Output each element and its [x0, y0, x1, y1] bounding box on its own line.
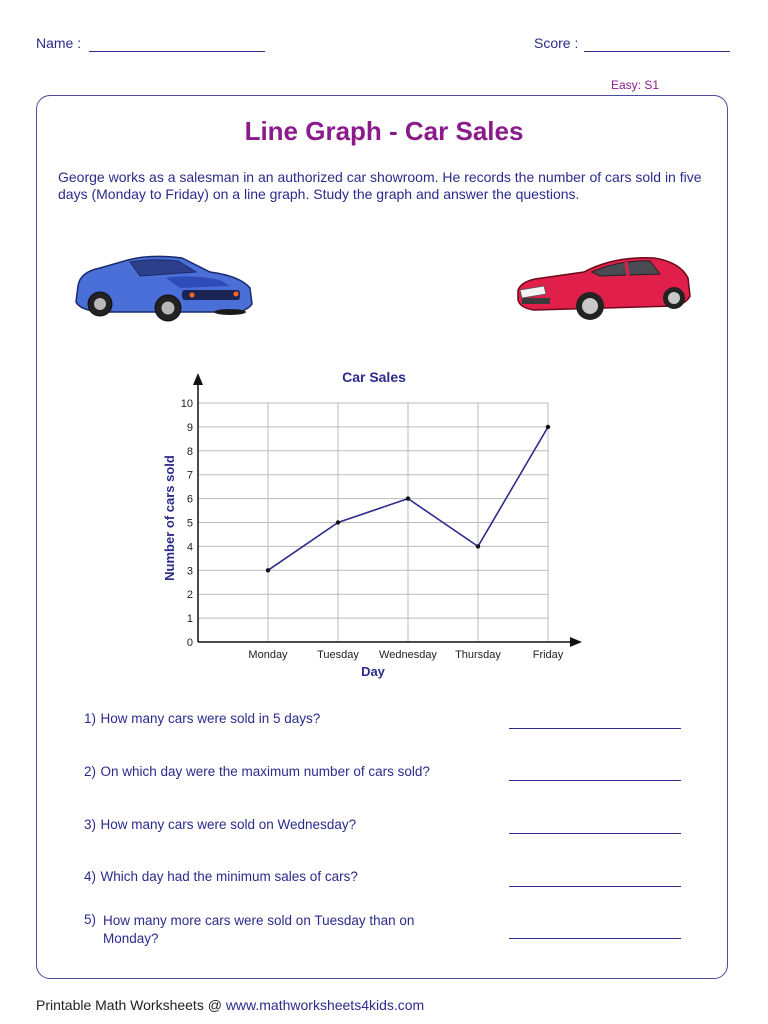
y-axis-label: Number of cars sold	[162, 455, 177, 581]
question-text: On which day were the maximum number of cars sold?	[100, 764, 430, 779]
chart-axes	[193, 373, 582, 647]
chart-grid	[198, 403, 548, 642]
question-1	[84, 710, 504, 728]
question-text: How many more cars were sold on Tuesday than on Monday?	[103, 913, 415, 946]
intro-paragraph: George works as a salesman in an authorized car showroom. He records the number of cars sold in five days (Monday to Friday) on a line graph. Study the graph and answer the questions.	[58, 169, 702, 202]
level-badge: Easy: S1	[611, 78, 660, 92]
footer-prefix: Printable Math Worksheets @	[36, 997, 226, 1013]
x-axis-arrow	[570, 637, 582, 647]
x-tick-label: Thursday	[455, 649, 501, 661]
answer-line-1[interactable]	[509, 728, 681, 729]
question-text: Which day had the minimum sales of cars?	[100, 869, 358, 884]
y-tick-label: 4	[186, 541, 193, 554]
y-tick-label: 7	[186, 469, 193, 482]
y-tick-label: 1	[186, 613, 193, 626]
question-number: 3)	[84, 817, 97, 832]
x-tick-label: Friday	[532, 649, 564, 661]
question-5	[84, 912, 444, 948]
data-point	[266, 568, 270, 572]
y-tick-label: 2	[186, 589, 193, 602]
question-4	[84, 868, 504, 886]
question-number: 2)	[84, 764, 97, 779]
data-point	[476, 544, 480, 548]
data-point	[546, 425, 550, 429]
x-axis-label: Day	[361, 664, 385, 679]
question-text: How many cars were sold in 5 days?	[100, 711, 321, 726]
question-2	[84, 763, 504, 781]
answer-line-2[interactable]	[509, 780, 681, 781]
question-number: 1)	[84, 711, 97, 726]
y-tick-label: 3	[186, 565, 193, 578]
x-tick-label: Monday	[248, 649, 288, 661]
y-tick-labels	[181, 398, 193, 649]
x-tick-labels	[248, 649, 563, 661]
y-tick-label: 0	[186, 637, 193, 649]
blue-car-icon	[70, 250, 256, 326]
footer-link[interactable]: www.mathworksheets4kids.com	[225, 997, 425, 1013]
y-tick-label: 6	[186, 493, 193, 506]
red-car-icon	[514, 250, 694, 326]
x-tick-label: Tuesday	[317, 649, 359, 661]
y-tick-label: 5	[186, 517, 193, 530]
answer-line-5[interactable]	[509, 938, 681, 939]
answer-line-4[interactable]	[509, 886, 681, 887]
name-label: Name :	[36, 35, 82, 51]
question-number: 5)	[84, 912, 97, 927]
score-field[interactable]	[584, 51, 730, 52]
name-field[interactable]	[89, 51, 265, 52]
footer	[36, 997, 424, 1013]
page-title: Line Graph - Car Sales	[244, 116, 524, 146]
data-point	[406, 496, 410, 500]
score-label: Score :	[534, 35, 579, 51]
x-tick-label: Wednesday	[379, 649, 437, 661]
answer-line-3[interactable]	[509, 833, 681, 834]
question-number: 4)	[84, 869, 97, 884]
data-point	[336, 520, 340, 524]
y-tick-label: 8	[186, 445, 193, 458]
question-text: How many cars were sold on Wednesday?	[100, 817, 357, 832]
question-3	[84, 816, 504, 834]
y-tick-label: 9	[186, 421, 193, 434]
y-axis-arrow	[193, 373, 203, 385]
y-tick-label: 10	[180, 398, 193, 410]
line-chart	[150, 360, 600, 690]
chart-title: Car Sales	[342, 369, 406, 385]
